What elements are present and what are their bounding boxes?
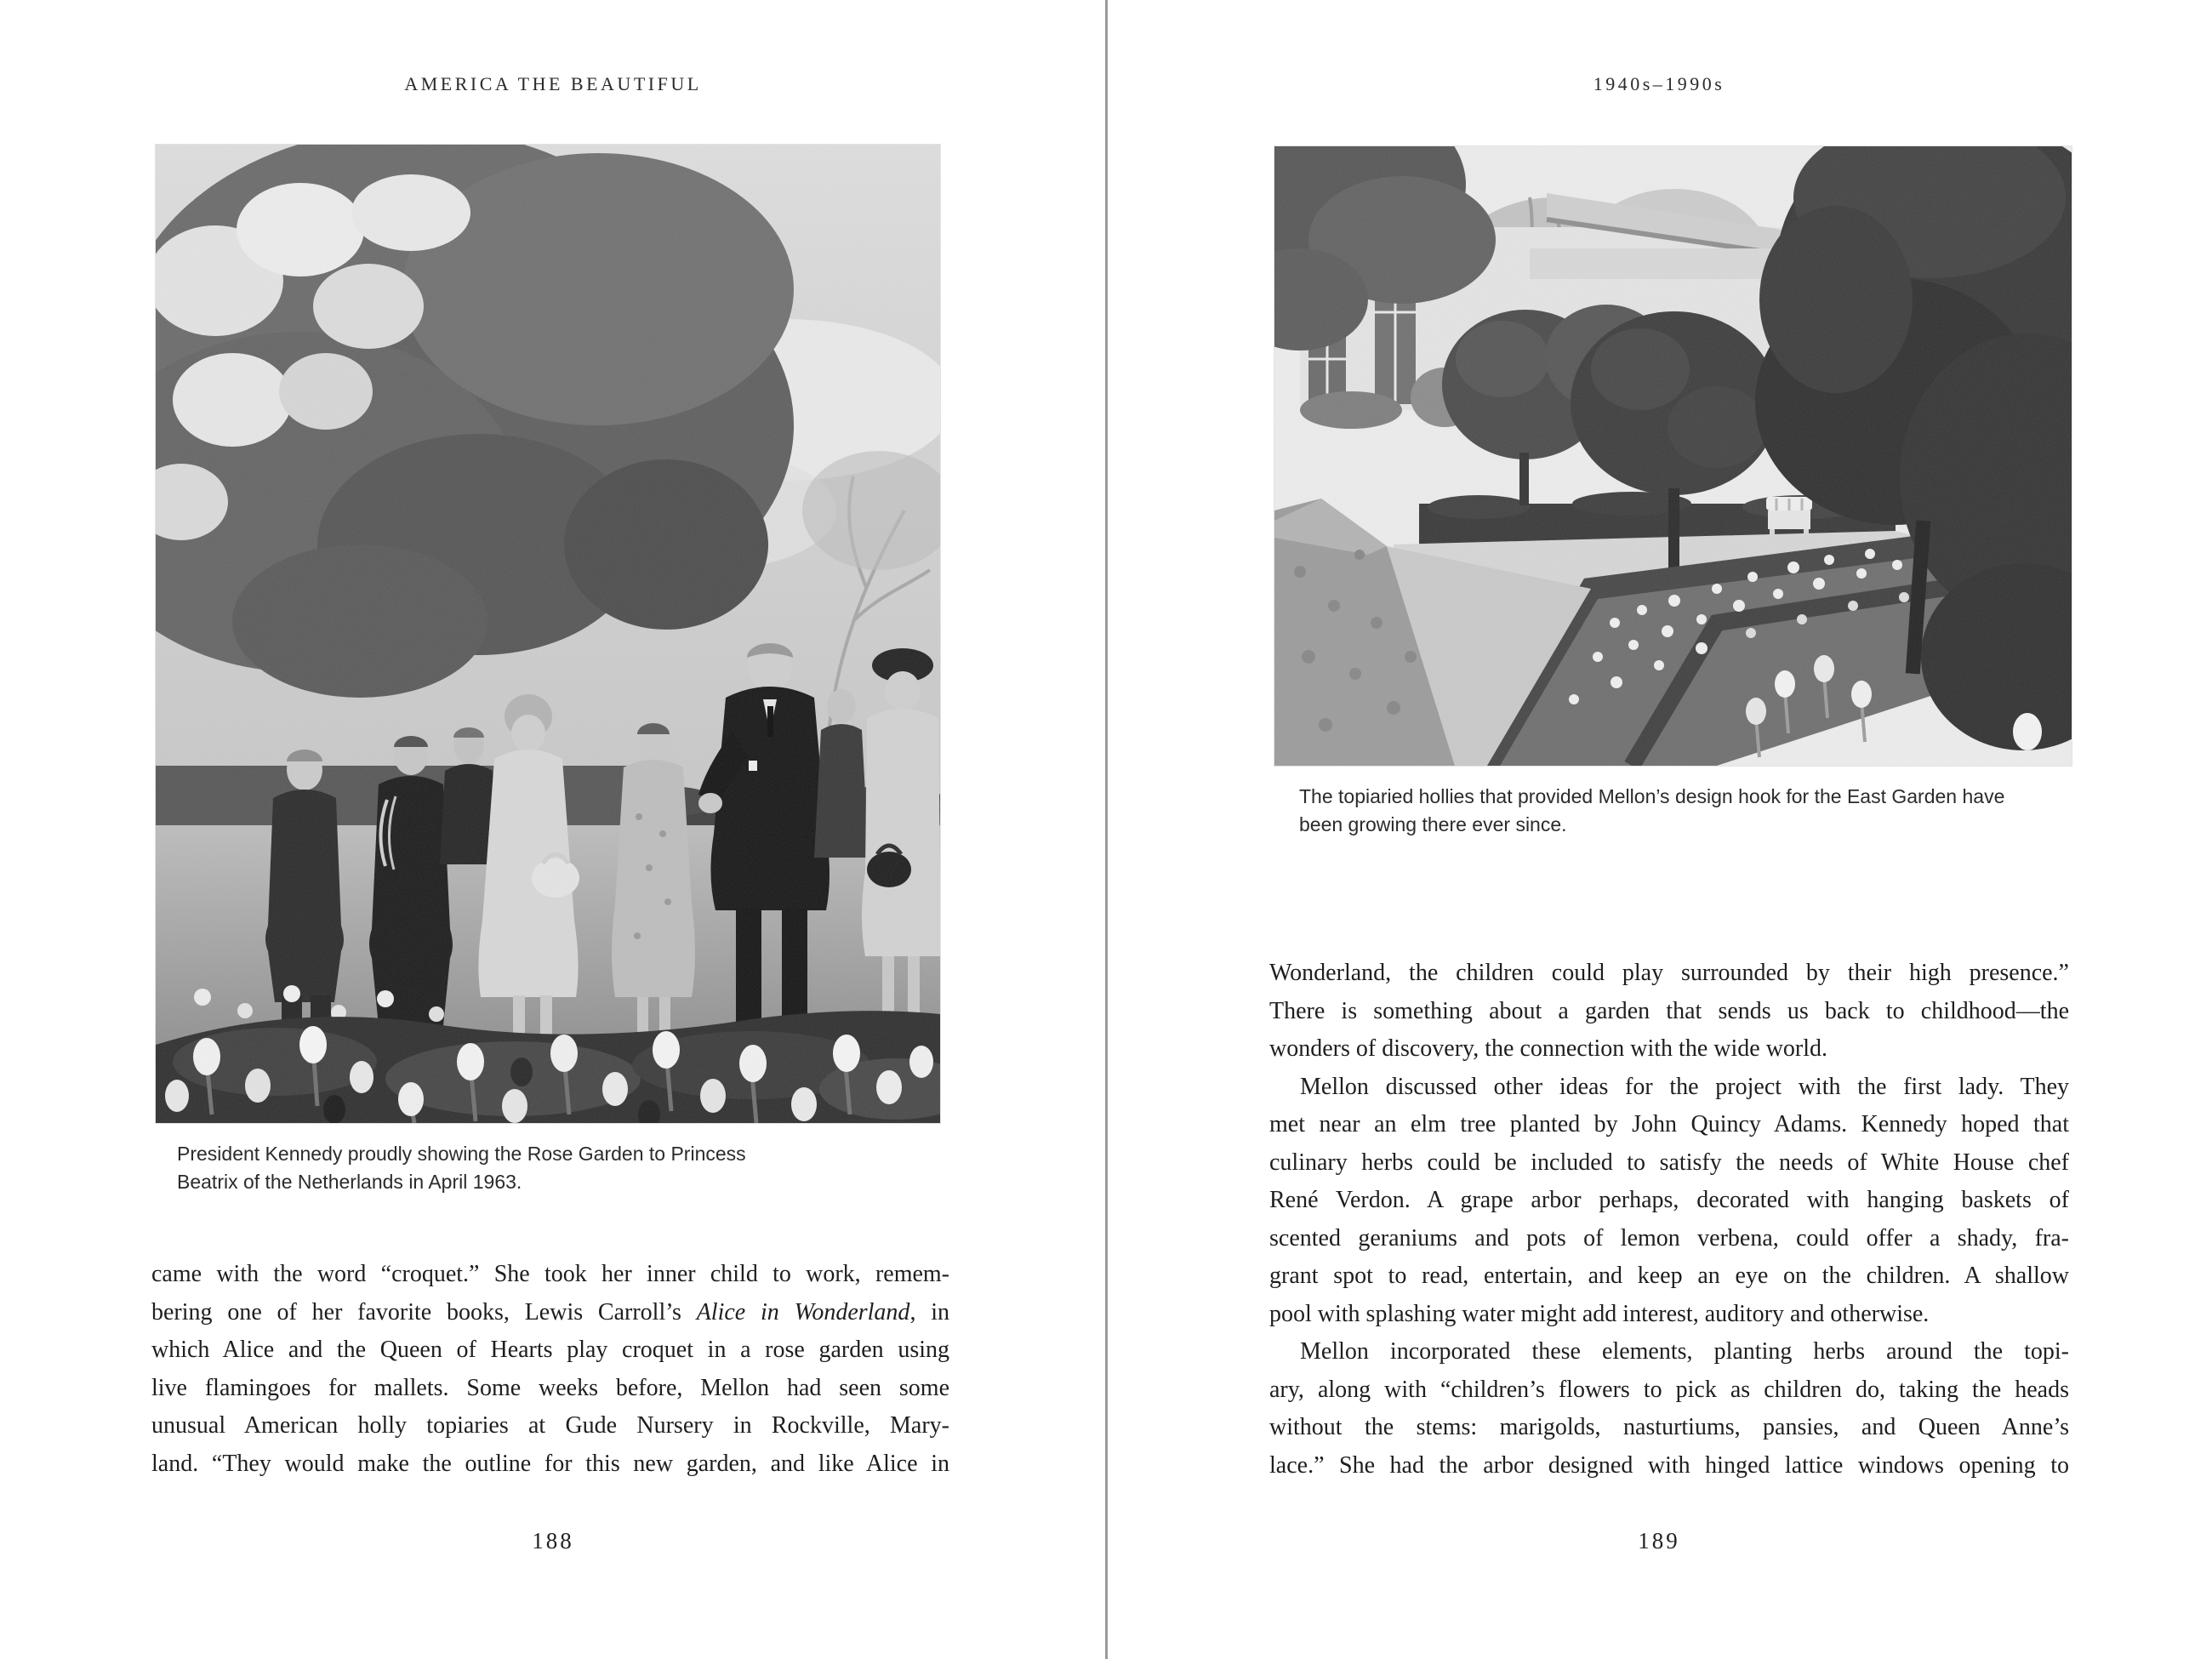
body-line: lace.” She had the arbor designed with hinged lattice windows opening to (1269, 1451, 2069, 1479)
body-line: grant spot to read, entertain, and keep an eye on the children. A shallow (1269, 1263, 2069, 1289)
east-garden-topiary-photo (1274, 146, 2072, 766)
running-head-right: 1940s–1990s (1593, 73, 1725, 94)
running-head-left: AMERICA THE BEAUTIFUL (404, 73, 702, 94)
body-line: which Alice and the Queen of Hearts play croquet in a rose garden using (151, 1337, 949, 1363)
body-line: René Verdon. A grape arbor perhaps, decorated with hanging baskets of (1269, 1187, 2069, 1213)
page-divider-line (1105, 0, 1108, 1659)
body-line: ary, along with “children’s flowers to pick as children do, taking the heads (1269, 1376, 2069, 1403)
east-garden-illustration (1274, 146, 2072, 766)
body-line: live flamingoes for mallets. Some weeks before, Mellon had seen some (151, 1374, 949, 1401)
body-line: met near an elm tree planted by John Quincy Adams. Kennedy hoped that (1269, 1111, 2069, 1137)
kennedy-rose-garden-photo (156, 145, 940, 1123)
page-number-left: 188 (532, 1528, 574, 1554)
body-line: Mellon discussed other ideas for the project with the first lady. They (1300, 1073, 2069, 1100)
kennedy-photo-illustration (156, 145, 940, 1123)
caption-line: President Kennedy proudly showing the Rose Garden to Princess (177, 1143, 746, 1165)
page-right (1106, 0, 2212, 1659)
body-line: culinary herbs could be included to satisfy the needs of White House chef (1269, 1149, 2069, 1176)
body-text-right (1269, 955, 2069, 1485)
body-line: pool with splashing water might add interest, auditory and otherwise. (1269, 1300, 1930, 1327)
photo-caption-right (1299, 783, 2073, 839)
body-line: scented geraniums and pots of lemon verbena, could offer a shady, fra- (1269, 1224, 2069, 1251)
body-segment: bering one of her favorite books, Lewis Carroll’s (151, 1298, 697, 1325)
caption-line: The topiaried hollies that provided Mellon’s design hook for the East Garden have (1299, 785, 2005, 807)
book-title-italic: Alice in Wonderland (696, 1298, 910, 1325)
body-line: came with the word “croquet.” She took her inner child to work, remem- (151, 1261, 949, 1287)
body-line: without the stems: marigolds, nasturtiums, pansies, and Queen Anne’s (1269, 1414, 2069, 1440)
body-line: wonders of discovery, the connection with the wide world. (1269, 1035, 1828, 1062)
caption-line: Beatrix of the Netherlands in April 1963. (177, 1171, 522, 1193)
body-line: land. “They would make the outline for this new garden, and like Alice in (151, 1450, 949, 1477)
photo-caption-left (177, 1140, 807, 1196)
body-line (151, 1294, 949, 1332)
caption-line: been growing there ever since. (1299, 813, 1567, 835)
body-segment: , in (909, 1298, 950, 1325)
body-line: unusual American holly topiaries at Gude Nursery in Rockville, Mary- (151, 1412, 949, 1439)
page-number-right: 189 (1638, 1528, 1680, 1554)
body-line: There is something about a garden that sends us back to childhood—the (1269, 997, 2069, 1024)
body-line: Wonderland, the children could play surrounded by their high presence.” (1269, 960, 2069, 986)
body-text-left (151, 1256, 949, 1483)
body-line: Mellon incorporated these elements, planting herbs around the topi- (1300, 1338, 2069, 1365)
